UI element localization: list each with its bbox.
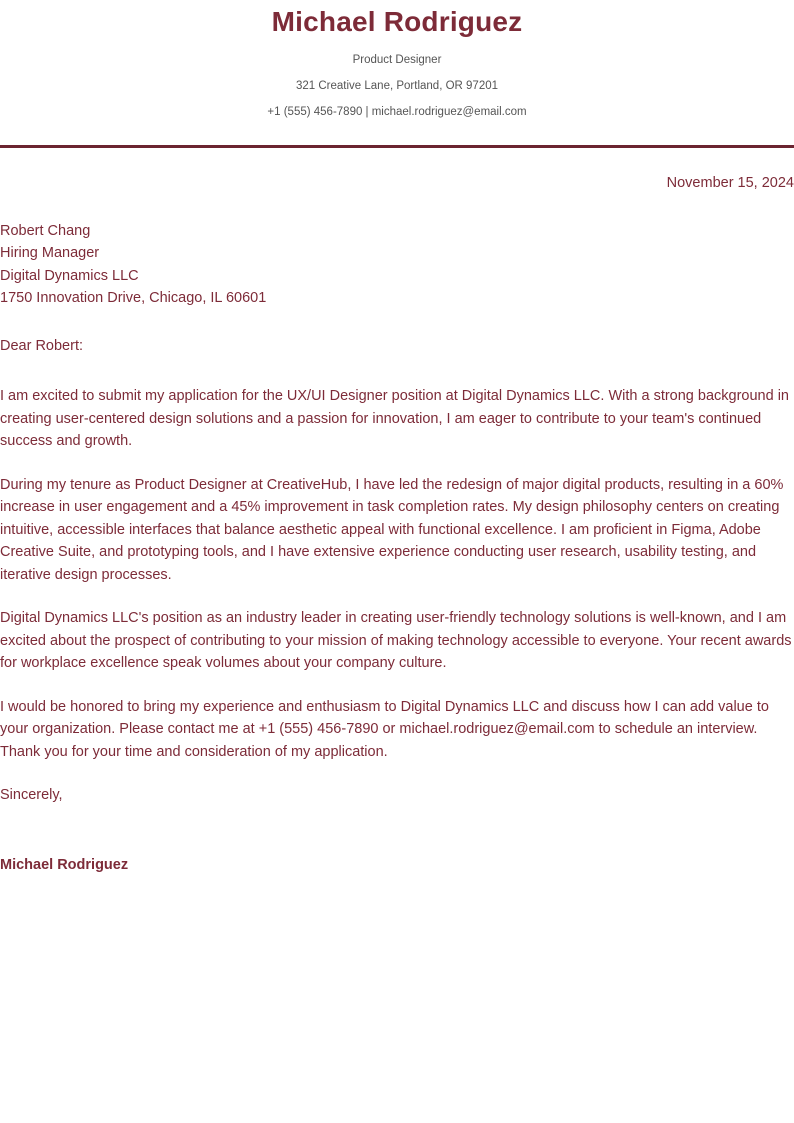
letter-date: November 15, 2024 bbox=[666, 174, 794, 191]
body-paragraph-1: I am excited to submit my application for the UX/UI Designer position at Digital Dynamics LLC. With a strong background in creating user-centered design solutions and a passion for innovation, I am eager to contribute to your team's continued success and growth. bbox=[0, 388, 789, 450]
letter-body bbox=[0, 148, 794, 877]
recipient-block bbox=[0, 220, 794, 309]
candidate-name: Michael Rodriguez bbox=[271, 6, 523, 37]
candidate-address: 321 Creative Lane, Portland, OR 97201 bbox=[295, 79, 499, 92]
signature-name: Michael Rodriguez bbox=[0, 857, 129, 874]
recipient-address: 1750 Innovation Drive, Chicago, IL 60601 bbox=[0, 289, 267, 306]
letter-header bbox=[0, 0, 794, 148]
recipient-company: Digital Dynamics LLC bbox=[0, 267, 139, 284]
body-paragraph-2: During my tenure as Product Designer at CreativeHub, I have led the redesign of major digital products, resulting in a 60% increase in user engagement and a 45% improvement in task completion rates. My design philosophy centers on creating intuitive, accessible interfaces that balance aesthetic appeal with functional excellence. I am proficient in Figma, Adobe Creative Suite, and prototyping tools, and I have extensive experience conducting user research, usability testing, and iterative design processes. bbox=[0, 476, 784, 583]
signature-space bbox=[0, 806, 794, 854]
body-paragraph-4: I would be honored to bring my experience and enthusiasm to Digital Dynamics LLC and discuss how I can add value to your organization. Please contact me at +1 (555) 456-7890 or michael.rodriguez@email.com to schedule an interview. Thank you for your time and consideration of my application. bbox=[0, 698, 769, 760]
candidate-contact: +1 (555) 456-7890 | michael.rodriguez@email.com bbox=[267, 105, 527, 118]
recipient-job-title: Hiring Manager bbox=[0, 245, 100, 262]
closing-line: Sincerely, bbox=[0, 787, 63, 803]
salutation: Dear Robert: bbox=[0, 337, 84, 354]
recipient-name: Robert Chang bbox=[0, 223, 91, 240]
body-paragraph-3: Digital Dynamics LLC's position as an industry leader in creating user-friendly technology solutions is well-known, and I am excited about the prospect of contributing to your mission of making technology accessible to everyone. Your recent awards for workplace excellence speak volumes about your company culture. bbox=[0, 610, 792, 672]
candidate-job-title: Product Designer bbox=[352, 54, 442, 66]
